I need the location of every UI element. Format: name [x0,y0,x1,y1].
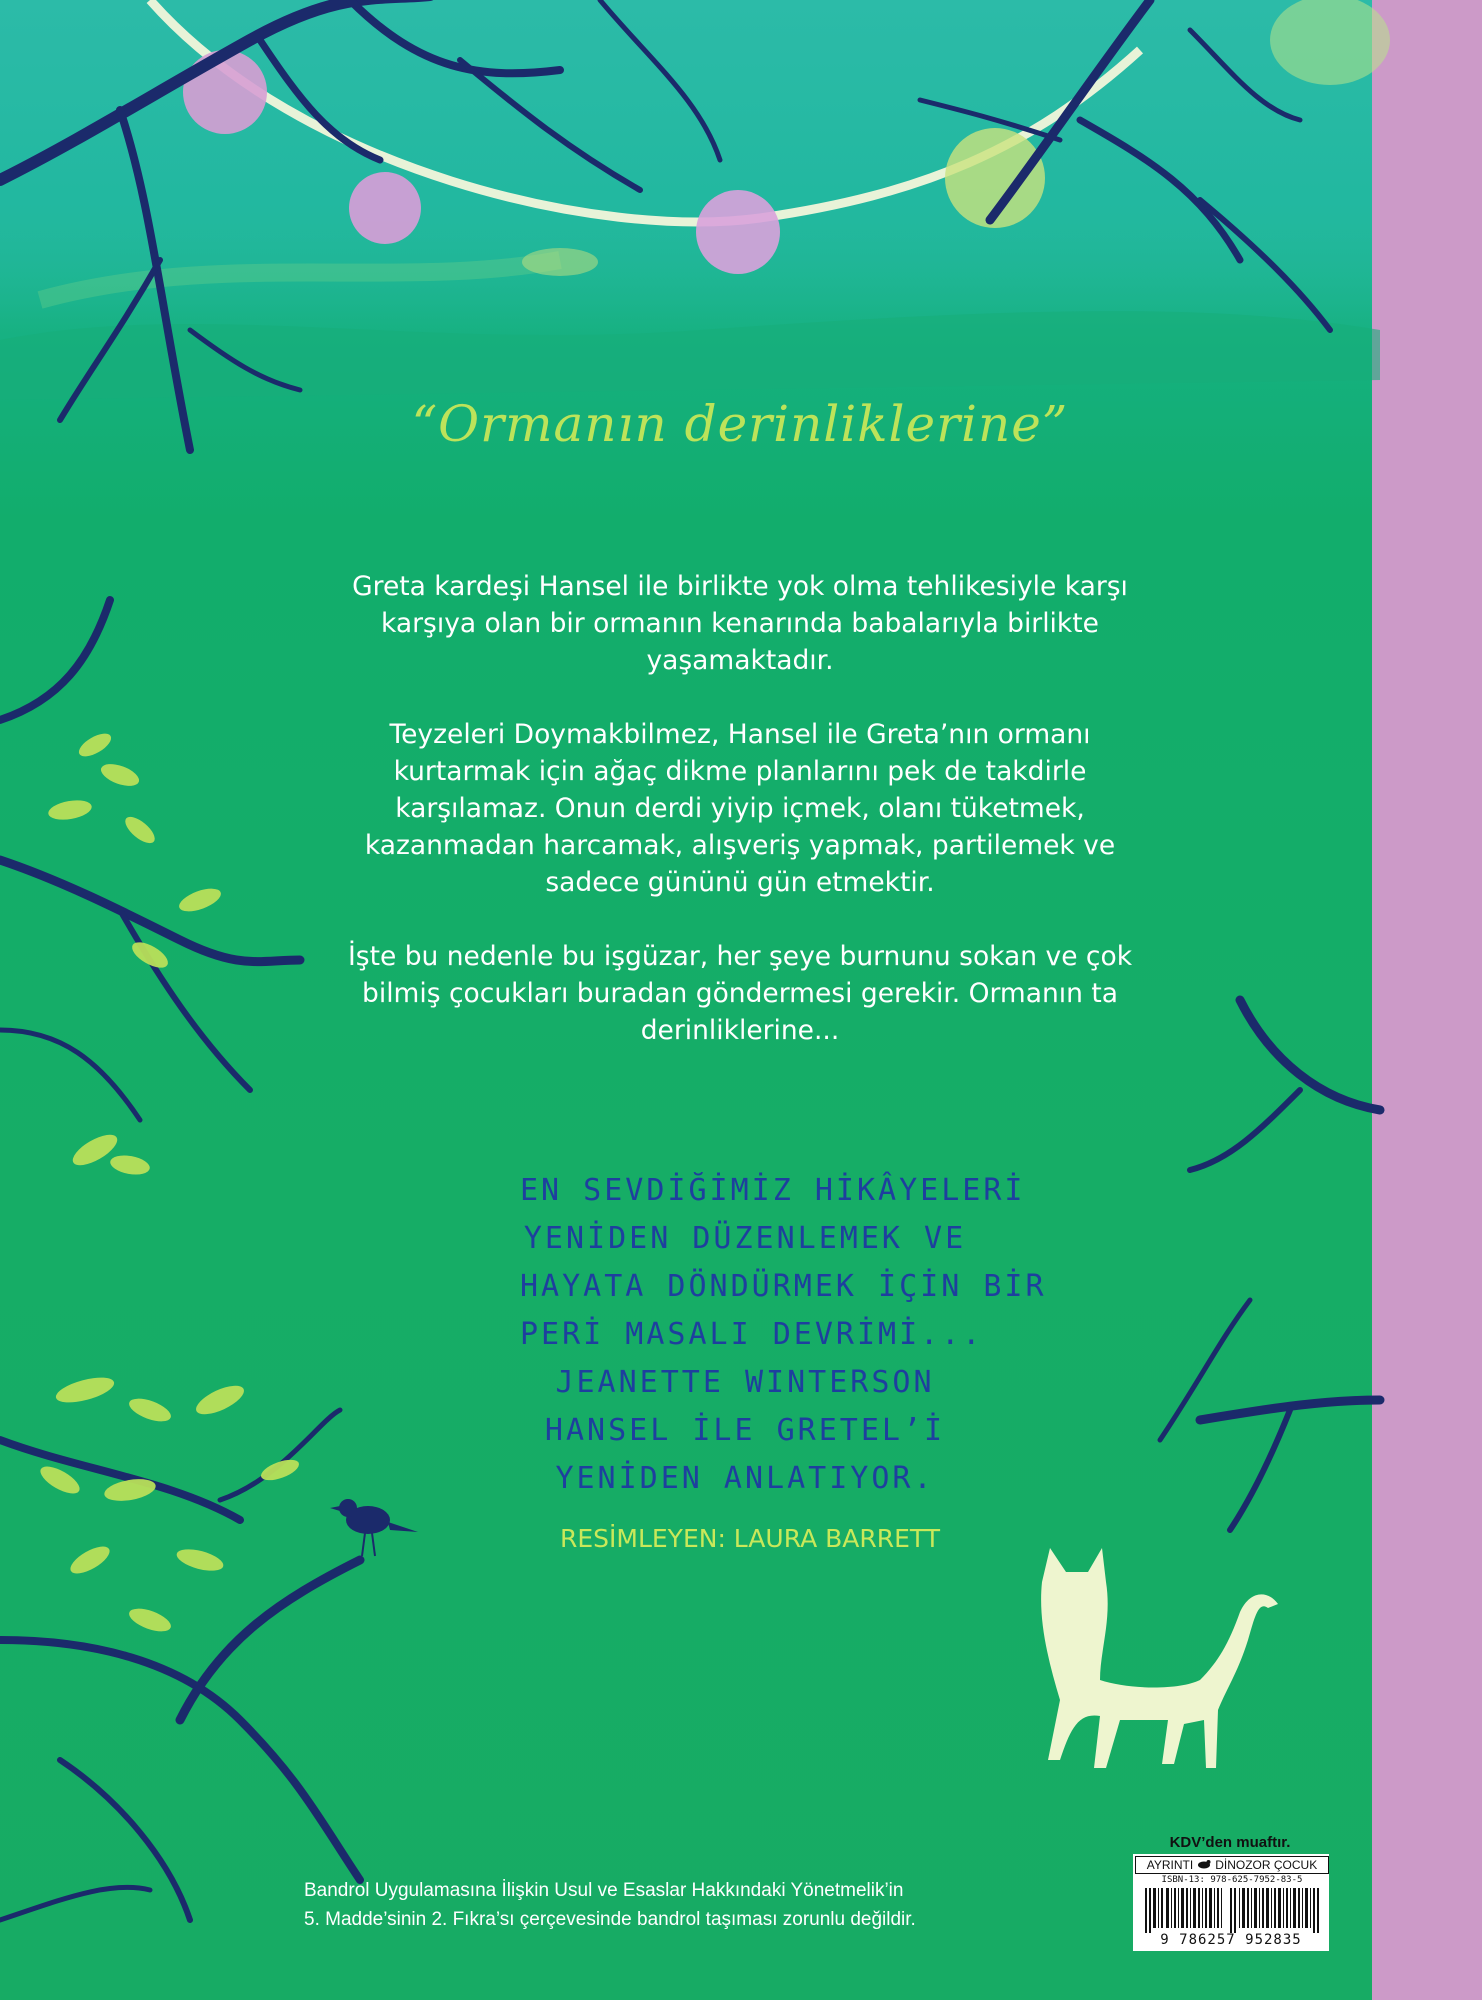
barcode-bars [1145,1888,1323,1933]
book-blurb [345,568,1135,1086]
tagline-line: EN SEVDİĞİMİZ HİKÂYELERİ [520,1173,1026,1208]
legal-notice [304,1876,1104,1934]
tagline [520,1167,1047,1503]
ean-number: 9 786257 952835 [1160,1932,1302,1948]
publisher-left: AYRINTI [1146,1858,1194,1872]
isbn-number: ISBN-13: 978-625-7952-83-5 [1161,1875,1303,1885]
barcode-block [1133,1854,1329,1951]
publisher-label [1135,1856,1329,1874]
illustrator-credit: RESİMLEYEN: LAURA BARRETT [559,1524,941,1553]
tagline-line: JEANETTE WINTERSON [555,1365,935,1400]
tagline-line: PERİ MASALI DEVRİMİ... [520,1317,984,1352]
tagline-line: HAYATA DÖNDÜRMEK İÇİN BİR [520,1269,1047,1304]
legal-line-1: Bandrol Uygulamasına İlişkin Usul ve Esaslar Hakkındaki Yönetmelik’in [304,1880,904,1901]
cat-silhouette [1041,1548,1278,1768]
tagline-line: HANSEL İLE GRETEL’İ [544,1413,946,1448]
cover-quote: “Ormanın derinliklerine” [411,395,1069,453]
blurb-paragraph-1: Greta kardeşi Hansel ile birlikte yok olma tehlikesiyle karşı karşıya olan bir ormanın kenarında babalarıyla birlikte yaşamaktadır. [352,571,1128,676]
legal-line-2: 5. Madde’sinin 2. Fıkra’sı çerçevesinde bandrol taşıması zorunlu değildir. [304,1909,916,1930]
tagline-line: YENİDEN ANLATIYOR. [555,1461,935,1496]
tagline-line: YENİDEN DÜZENLEMEK VE [523,1221,967,1256]
publisher-right: DİNOZOR ÇOCUK [1215,1858,1318,1872]
dinosaur-logo-icon [1197,1857,1211,1873]
blurb-paragraph-2: Teyzeleri Doymakbilmez, Hansel ile Greta’nın ormanı kurtarmak için ağaç dikme planlarını pek de takdirle karşılamaz. Onun derdi yiyip içmek, olanı tüketmek, kazanmadan harcamak, alışveriş yapmak, partilemek ve sadece gününü gün etmektir. [364,719,1116,898]
tax-exempt-note: KDV’den muaftır. [1169,1834,1291,1851]
blurb-paragraph-3: İşte bu nedenle bu işgüzar, her şeye burnunu sokan ve çok bilmiş çocukları buradan göndermesi gerekir. Ormanın ta derinliklerine... [347,941,1133,1046]
